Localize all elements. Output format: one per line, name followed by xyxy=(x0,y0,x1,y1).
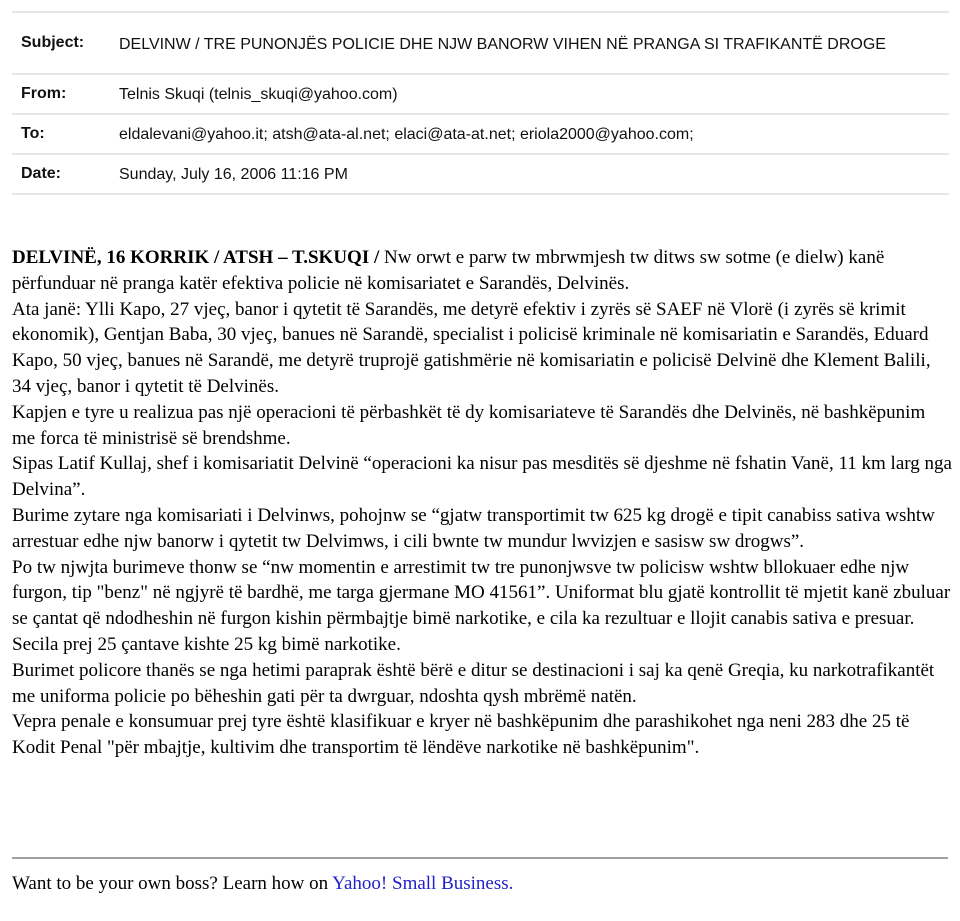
body-paragraph-6: Po tw njwjta burimeve thonw se “nw momentin e arrestimit tw tre punonjwsve tw policisw wshtw bllokuaer edhe njw furgon, tip "benz" në ngjyrë të bardhë, me targa gjermane MO 41561”. Uniformat blu gjatë kontrollit të mjetit kanë zbuluar se çantat që ndodheshin në furgon kishin përmbajtje bimë narkotike, e cila ka rezultuar e llojit canabis sativa e presuar. Secila prej 25 çantave kishte 25 kg bimë narkotike. xyxy=(12,556,951,655)
subject-value: DELVINW / TRE PUNONJËS POLICIE DHE NJW BANORW VIHEN NË PRANGA SI TRAFIKANTË DROGE xyxy=(119,12,949,74)
to-value: eldalevani@yahoo.it; atsh@ata-al.net; elaci@ata-at.net; eriola2000@yahoo.com; xyxy=(119,114,949,154)
to-label: To: xyxy=(12,114,119,154)
from-value: Telnis Skuqi (telnis_skuqi@yahoo.com) xyxy=(119,74,949,114)
yahoo-small-business-link[interactable]: Yahoo! Small Business. xyxy=(332,873,514,894)
date-label: Date: xyxy=(12,154,119,194)
body-paragraph-5: Burime zytare nga komisariati i Delvinws, pohojnw se “gjatw transportimit tw 625 kg drogë e tipit canabiss sativa wshtw arrestuar edhe njw banorw i qytetit tw Delvimws, i cili bwnte tw mundur lwvizjen e sasisw sw drogws”. xyxy=(12,504,935,552)
footer-text: Want to be your own boss? Learn how on xyxy=(12,873,333,894)
date-row xyxy=(12,154,949,194)
body-paragraph-7: Burimet policore thanës se nga hetimi paraprak është bërë e ditur se destinacioni i saj ka qenë Greqia, ku narkotrafikantët me uniforma policie po bëheshin gati për ta dwrguar, ndoshta qysh mbrëmë natën. xyxy=(12,659,935,707)
subject-label: Subject: xyxy=(12,12,119,74)
body-paragraph-2: Ata janë: Ylli Kapo, 27 vjeç, banor i qytetit të Sarandës, me detyrë efektiv i zyrës së SAEF në Vlorë (i zyrës së krimit ekonomik), Gentjan Baba, 30 vjeç, banues në Sarandë, specialist i policisë kriminale në komisariatin e Sarandës, Eduard Kapo, 50 vjeç, banues në Sarandë, me detyrë truprojë gatishmërie në komisariatin e policisë Delvinë dhe Klement Balili, 34 vjeç, banor i qytetit të Delvinës. xyxy=(12,298,931,397)
body-paragraph-8: Vepra penale e konsumuar prej tyre është klasifikuar e kryer në bashkëpunim dhe parashikohet nga neni 283 dhe 25 të Kodit Penal "për mbajtje, kultivim dhe transportim të lëndëve narkotike në bashkëpunim". xyxy=(12,711,910,759)
subject-row xyxy=(12,12,949,74)
body-paragraph-3: Kapjen e tyre u realizua pas një operacioni të përbashkët të dy komisariateve të Sarandës dhe Delvinës, në bashkëpunim me forca të ministrisë së brendshme. xyxy=(12,401,926,449)
message-body xyxy=(12,245,952,761)
footer-divider xyxy=(12,857,948,859)
body-paragraph-4: Sipas Latif Kullaj, shef i komisariatit Delvinë “operacioni ka nisur pas mesditës së djeshme në fshatin Vanë, 11 km larg nga Delvina”. xyxy=(12,453,952,501)
dateline: DELVINË, 16 KORRIK / ATSH – T.SKUQI / xyxy=(12,247,380,268)
footer xyxy=(12,873,513,895)
from-label: From: xyxy=(12,74,119,114)
paragraph-text: Nw orwt e parw tw mbrwmjesh tw ditws sw sotme (e dielw) kanë përfunduar në pranga katër efektiva policie në komisariatet e Sarandës, Delvinës. xyxy=(12,247,885,294)
email-header xyxy=(12,11,949,195)
from-row xyxy=(12,74,949,114)
body-paragraph-1 xyxy=(12,245,952,297)
to-row xyxy=(12,114,949,154)
date-value: Sunday, July 16, 2006 11:16 PM xyxy=(119,154,949,194)
